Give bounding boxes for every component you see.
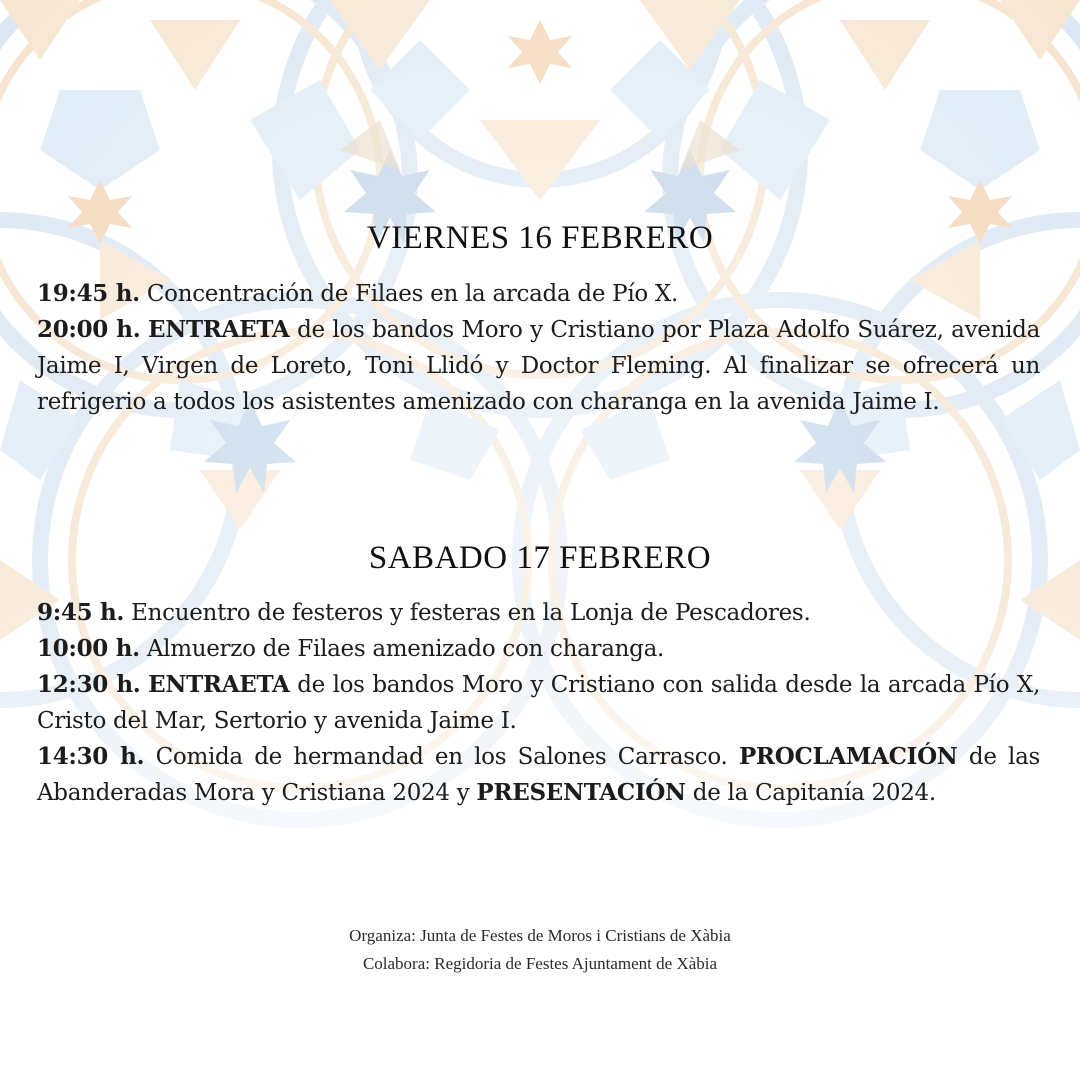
schedule-entry (37, 631, 1040, 667)
entry-time: 12:30 h. (37, 671, 141, 698)
entry-keyword: PRESENTACIÓN (476, 779, 686, 806)
entry-text: de la Capitanía 2024. (685, 780, 936, 806)
schedule-entry (37, 739, 1040, 811)
schedule-entry (37, 595, 1040, 631)
entry-time: 10:00 h. (37, 635, 140, 662)
entry-time: 20:00 h. (37, 316, 141, 343)
entry-time: 9:45 h. (37, 599, 125, 626)
schedule-entry (37, 667, 1040, 739)
entry-text: Encuentro de festeros y festeras en la Lonja de Pescadores. (124, 600, 811, 626)
collaborator-credit: Colabora: Regidoria de Festes Ajuntament de Xàbia (362, 954, 718, 973)
entry-text: de las Abanderadas Mora y Cristiana 2024 y (37, 744, 1041, 806)
entry-text: de los bandos Moro y Cristiano con salida desde la arcada Pío X, Cristo del Mar, Sertorio y avenida Jaime I. (37, 672, 1040, 734)
entry-time: 19:45 h. (37, 280, 140, 307)
organizer-credit: Organiza: Junta de Festes de Moros i Cristians de Xàbia (349, 926, 731, 945)
entry-time: 14:30 h. (37, 743, 145, 770)
entry-keyword: ENTRAETA (148, 316, 290, 343)
entry-text: Concentración de Filaes en la arcada de Pío X. (139, 281, 679, 307)
entry-keyword: PROCLAMACIÓN (738, 743, 958, 770)
friday-title: VIERNES 16 FEBRERO (366, 220, 714, 256)
entry-text: Almuerzo de Filaes amenizado con charanga. (139, 636, 665, 662)
entry-keyword: ENTRAETA (148, 671, 290, 698)
saturday-title: SABADO 17 FEBRERO (368, 540, 712, 576)
credits-footer (0, 922, 1080, 978)
entry-text: Comida de hermandad en los Salones Carrasco. (144, 744, 739, 770)
entry-text: de los bandos Moro y Cristiano por Plaza Adolfo Suárez, avenida Jaime I, Virgen de Loreto, Toni Llidó y Doctor Fleming. Al finalizar se ofrecerá un refrigerio a todos los asistentes amenizado con charanga en la avenida Jaime I. (37, 317, 1041, 415)
saturday-schedule (37, 595, 1040, 811)
schedule-entry (37, 276, 1040, 312)
friday-schedule (37, 276, 1040, 420)
schedule-entry (37, 312, 1040, 420)
